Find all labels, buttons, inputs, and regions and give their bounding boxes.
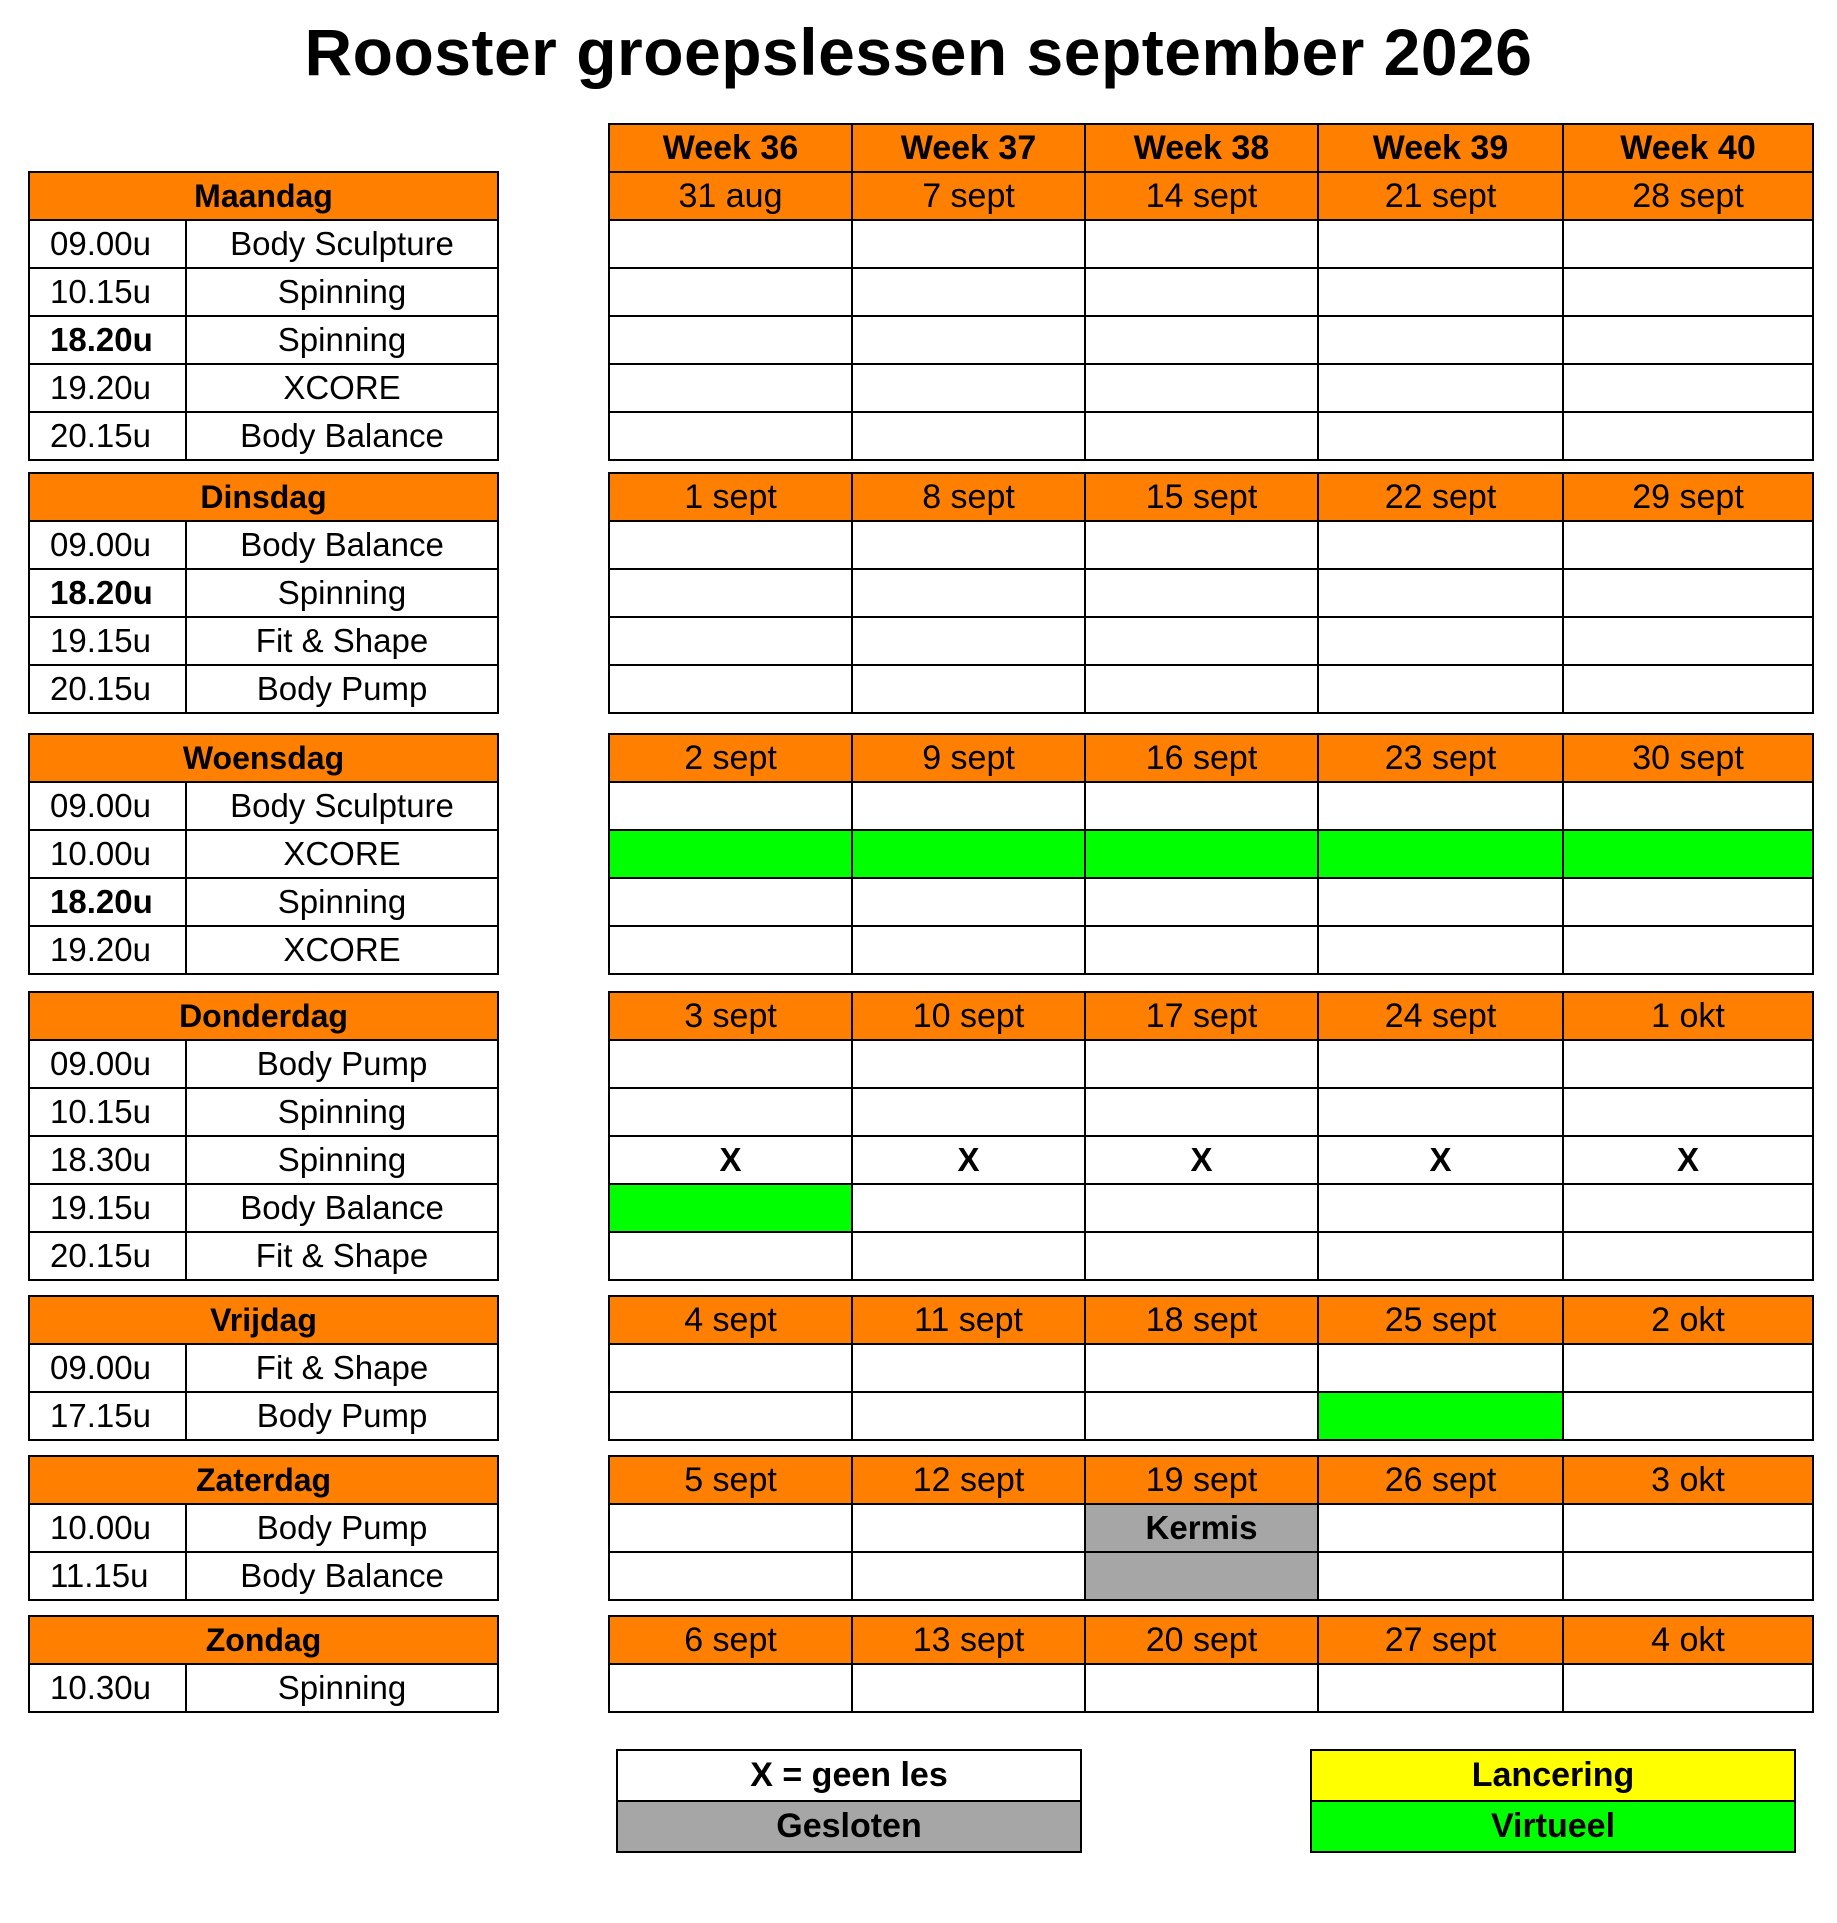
status-cell (1318, 220, 1563, 268)
date-cell: 9 sept (852, 734, 1085, 782)
status-cell (609, 1344, 852, 1392)
status-cell (852, 878, 1085, 926)
status-cell (1318, 878, 1563, 926)
day-week-grid (608, 991, 1814, 1281)
day-classes-table (28, 1455, 499, 1601)
status-cell (852, 268, 1085, 316)
week-header-cell: Week 36 (609, 124, 852, 172)
status-cell (852, 1664, 1085, 1712)
status-cell (609, 1504, 852, 1552)
status-cell (609, 1088, 852, 1136)
status-cell (1563, 1664, 1813, 1712)
class-time: 18.30u (29, 1136, 186, 1184)
status-cell (1085, 665, 1318, 713)
status-cell-no-class: X (852, 1136, 1085, 1184)
status-cell (1318, 782, 1563, 830)
day-week-grid (608, 171, 1814, 461)
status-cell (852, 220, 1085, 268)
day-classes-table (28, 171, 499, 461)
status-cell (1563, 412, 1813, 460)
date-cell: 15 sept (1085, 473, 1318, 521)
date-cell: 1 sept (609, 473, 852, 521)
date-cell: 8 sept (852, 473, 1085, 521)
date-cell: 16 sept (1085, 734, 1318, 782)
class-time: 10.15u (29, 1088, 186, 1136)
class-name: Body Pump (186, 1392, 498, 1440)
status-cell (852, 926, 1085, 974)
legend-status (616, 1749, 1082, 1853)
date-cell: 31 aug (609, 172, 852, 220)
status-cell (852, 1232, 1085, 1280)
status-cell (1085, 1344, 1318, 1392)
class-time: 18.20u (29, 878, 186, 926)
day-classes-table (28, 1615, 499, 1713)
status-cell (852, 665, 1085, 713)
day-name: Woensdag (29, 734, 498, 782)
status-cell (1563, 1040, 1813, 1088)
class-name: Body Balance (186, 1184, 498, 1232)
page-title: Rooster groepslessen september 2026 (304, 15, 1533, 89)
status-cell (1318, 521, 1563, 569)
day-name: Dinsdag (29, 473, 498, 521)
day-week-grid (608, 1455, 1814, 1601)
class-time: 10.15u (29, 268, 186, 316)
status-cell (609, 617, 852, 665)
status-cell (1318, 617, 1563, 665)
class-name: Body Balance (186, 412, 498, 460)
day-week-grid (608, 1615, 1814, 1713)
status-cell-no-class: X (1563, 1136, 1813, 1184)
class-name: Fit & Shape (186, 1344, 498, 1392)
class-name: Body Pump (186, 665, 498, 713)
class-name: XCORE (186, 364, 498, 412)
date-cell: 22 sept (1318, 473, 1563, 521)
status-cell (1563, 926, 1813, 974)
status-cell (852, 364, 1085, 412)
week-header-cell: Week 37 (852, 124, 1085, 172)
status-cell (609, 1392, 852, 1440)
class-name: XCORE (186, 830, 498, 878)
class-time: 19.15u (29, 617, 186, 665)
status-cell (609, 316, 852, 364)
class-time: 10.00u (29, 830, 186, 878)
status-cell (609, 220, 852, 268)
class-time: 20.15u (29, 412, 186, 460)
date-cell: 28 sept (1563, 172, 1813, 220)
day-name: Maandag (29, 172, 498, 220)
status-cell-no-class: X (1085, 1136, 1318, 1184)
day-week-grid (608, 733, 1814, 975)
class-time: 10.00u (29, 1504, 186, 1552)
status-cell (609, 782, 852, 830)
class-time: 20.15u (29, 1232, 186, 1280)
status-cell (1563, 1088, 1813, 1136)
status-cell (1085, 268, 1318, 316)
class-name: XCORE (186, 926, 498, 974)
status-cell (609, 926, 852, 974)
date-cell: 7 sept (852, 172, 1085, 220)
status-cell (609, 1232, 852, 1280)
week-header (608, 123, 1814, 173)
status-cell (852, 1088, 1085, 1136)
day-classes-table (28, 1295, 499, 1441)
date-cell: 11 sept (852, 1296, 1085, 1344)
status-cell (1318, 412, 1563, 460)
date-cell: 2 sept (609, 734, 852, 782)
status-cell (1318, 316, 1563, 364)
class-time: 19.20u (29, 926, 186, 974)
status-cell (852, 1392, 1085, 1440)
day-week-grid (608, 1295, 1814, 1441)
status-cell (609, 1552, 852, 1600)
class-name: Spinning (186, 1664, 498, 1712)
date-cell: 20 sept (1085, 1616, 1318, 1664)
status-cell (1085, 220, 1318, 268)
status-cell (852, 1184, 1085, 1232)
status-cell (1085, 782, 1318, 830)
status-cell (1085, 1088, 1318, 1136)
status-cell (1318, 665, 1563, 713)
status-cell (609, 412, 852, 460)
class-name: Body Balance (186, 1552, 498, 1600)
class-name: Spinning (186, 569, 498, 617)
day-name: Zaterdag (29, 1456, 498, 1504)
class-time: 09.00u (29, 220, 186, 268)
class-name: Spinning (186, 268, 498, 316)
class-time: 18.20u (29, 569, 186, 617)
status-cell (1563, 617, 1813, 665)
status-cell-virtual (852, 830, 1085, 878)
status-cell (1563, 878, 1813, 926)
status-cell (609, 364, 852, 412)
status-cell (1318, 569, 1563, 617)
class-time: 19.15u (29, 1184, 186, 1232)
status-cell (1563, 1184, 1813, 1232)
status-cell (1085, 617, 1318, 665)
date-cell: 25 sept (1318, 1296, 1563, 1344)
class-name: Body Pump (186, 1504, 498, 1552)
day-name: Zondag (29, 1616, 498, 1664)
class-time: 17.15u (29, 1392, 186, 1440)
status-cell (1085, 878, 1318, 926)
date-cell: 3 sept (609, 992, 852, 1040)
status-cell (1563, 1232, 1813, 1280)
date-cell: 26 sept (1318, 1456, 1563, 1504)
day-name: Vrijdag (29, 1296, 498, 1344)
class-name: Body Sculpture (186, 782, 498, 830)
status-cell (1563, 1552, 1813, 1600)
date-cell: 29 sept (1563, 473, 1813, 521)
status-cell (1563, 364, 1813, 412)
status-cell-closed (1085, 1552, 1318, 1600)
status-cell (1318, 1504, 1563, 1552)
status-cell (1563, 782, 1813, 830)
status-cell (852, 412, 1085, 460)
day-name: Donderdag (29, 992, 498, 1040)
class-name: Spinning (186, 878, 498, 926)
status-cell (1085, 1664, 1318, 1712)
status-cell (1563, 1392, 1813, 1440)
status-cell (1318, 926, 1563, 974)
week-header-cell: Week 39 (1318, 124, 1563, 172)
status-cell (852, 782, 1085, 830)
status-cell (852, 1552, 1085, 1600)
date-cell: 24 sept (1318, 992, 1563, 1040)
status-cell (1563, 521, 1813, 569)
status-cell (1563, 220, 1813, 268)
date-cell: 2 okt (1563, 1296, 1813, 1344)
status-cell (609, 665, 852, 713)
class-time: 09.00u (29, 1344, 186, 1392)
status-cell-closed-label: Kermis (1085, 1504, 1318, 1552)
status-cell (609, 1664, 852, 1712)
class-time: 18.20u (29, 316, 186, 364)
class-time: 19.20u (29, 364, 186, 412)
status-cell (852, 1344, 1085, 1392)
week-header-cell: Week 38 (1085, 124, 1318, 172)
status-cell (1318, 1552, 1563, 1600)
status-cell (1563, 1504, 1813, 1552)
date-cell: 1 okt (1563, 992, 1813, 1040)
status-cell (1318, 1088, 1563, 1136)
day-classes-table (28, 472, 499, 714)
status-cell (852, 316, 1085, 364)
date-cell: 19 sept (1085, 1456, 1318, 1504)
date-cell: 14 sept (1085, 172, 1318, 220)
class-name: Body Pump (186, 1040, 498, 1088)
status-cell-virtual (609, 830, 852, 878)
legend-no-class: X = geen les (617, 1750, 1081, 1801)
day-classes-table (28, 991, 499, 1281)
status-cell-virtual (1085, 830, 1318, 878)
status-cell (1085, 1184, 1318, 1232)
class-name: Spinning (186, 1136, 498, 1184)
status-cell (1085, 521, 1318, 569)
class-time: 09.00u (29, 1040, 186, 1088)
status-cell-no-class: X (1318, 1136, 1563, 1184)
status-cell (1085, 1040, 1318, 1088)
class-time: 09.00u (29, 521, 186, 569)
class-name: Spinning (186, 1088, 498, 1136)
status-cell (1085, 1232, 1318, 1280)
legend-launch: Lancering (1311, 1750, 1795, 1801)
class-name: Spinning (186, 316, 498, 364)
class-name: Fit & Shape (186, 1232, 498, 1280)
status-cell (1318, 1184, 1563, 1232)
date-cell: 12 sept (852, 1456, 1085, 1504)
date-cell: 4 okt (1563, 1616, 1813, 1664)
status-cell (609, 1040, 852, 1088)
date-cell: 18 sept (1085, 1296, 1318, 1344)
status-cell (852, 1504, 1085, 1552)
date-cell: 21 sept (1318, 172, 1563, 220)
class-time: 11.15u (29, 1552, 186, 1600)
date-cell: 13 sept (852, 1616, 1085, 1664)
status-cell (1085, 412, 1318, 460)
date-cell: 27 sept (1318, 1616, 1563, 1664)
status-cell (1563, 569, 1813, 617)
status-cell (1318, 1664, 1563, 1712)
status-cell (1563, 665, 1813, 713)
class-time: 10.30u (29, 1664, 186, 1712)
status-cell (1318, 364, 1563, 412)
status-cell (1318, 1040, 1563, 1088)
day-classes-table (28, 733, 499, 975)
date-cell: 4 sept (609, 1296, 852, 1344)
legend-type (1310, 1749, 1796, 1853)
status-cell (1318, 1344, 1563, 1392)
status-cell (609, 268, 852, 316)
status-cell (852, 521, 1085, 569)
class-time: 20.15u (29, 665, 186, 713)
date-cell: 17 sept (1085, 992, 1318, 1040)
status-cell (1085, 926, 1318, 974)
status-cell (1085, 364, 1318, 412)
status-cell (852, 617, 1085, 665)
status-cell (609, 521, 852, 569)
date-cell: 30 sept (1563, 734, 1813, 782)
day-week-grid (608, 472, 1814, 714)
status-cell (1318, 1232, 1563, 1280)
date-cell: 3 okt (1563, 1456, 1813, 1504)
legend-closed: Gesloten (617, 1801, 1081, 1852)
status-cell (1085, 316, 1318, 364)
status-cell-no-class: X (609, 1136, 852, 1184)
class-time: 09.00u (29, 782, 186, 830)
status-cell (852, 569, 1085, 617)
status-cell (1563, 316, 1813, 364)
date-cell: 10 sept (852, 992, 1085, 1040)
status-cell (1085, 1392, 1318, 1440)
date-cell: 6 sept (609, 1616, 852, 1664)
legend-virtual: Virtueel (1311, 1801, 1795, 1852)
status-cell (852, 1040, 1085, 1088)
class-name: Fit & Shape (186, 617, 498, 665)
class-name: Body Sculpture (186, 220, 498, 268)
status-cell-virtual (1563, 830, 1813, 878)
week-header-cell: Week 40 (1563, 124, 1813, 172)
status-cell (1318, 268, 1563, 316)
status-cell (1563, 268, 1813, 316)
status-cell (609, 878, 852, 926)
status-cell-virtual (1318, 1392, 1563, 1440)
status-cell (1085, 569, 1318, 617)
status-cell-virtual (609, 1184, 852, 1232)
class-name: Body Balance (186, 521, 498, 569)
date-cell: 5 sept (609, 1456, 852, 1504)
status-cell (1563, 1344, 1813, 1392)
date-cell: 23 sept (1318, 734, 1563, 782)
status-cell-virtual (1318, 830, 1563, 878)
status-cell (609, 569, 852, 617)
